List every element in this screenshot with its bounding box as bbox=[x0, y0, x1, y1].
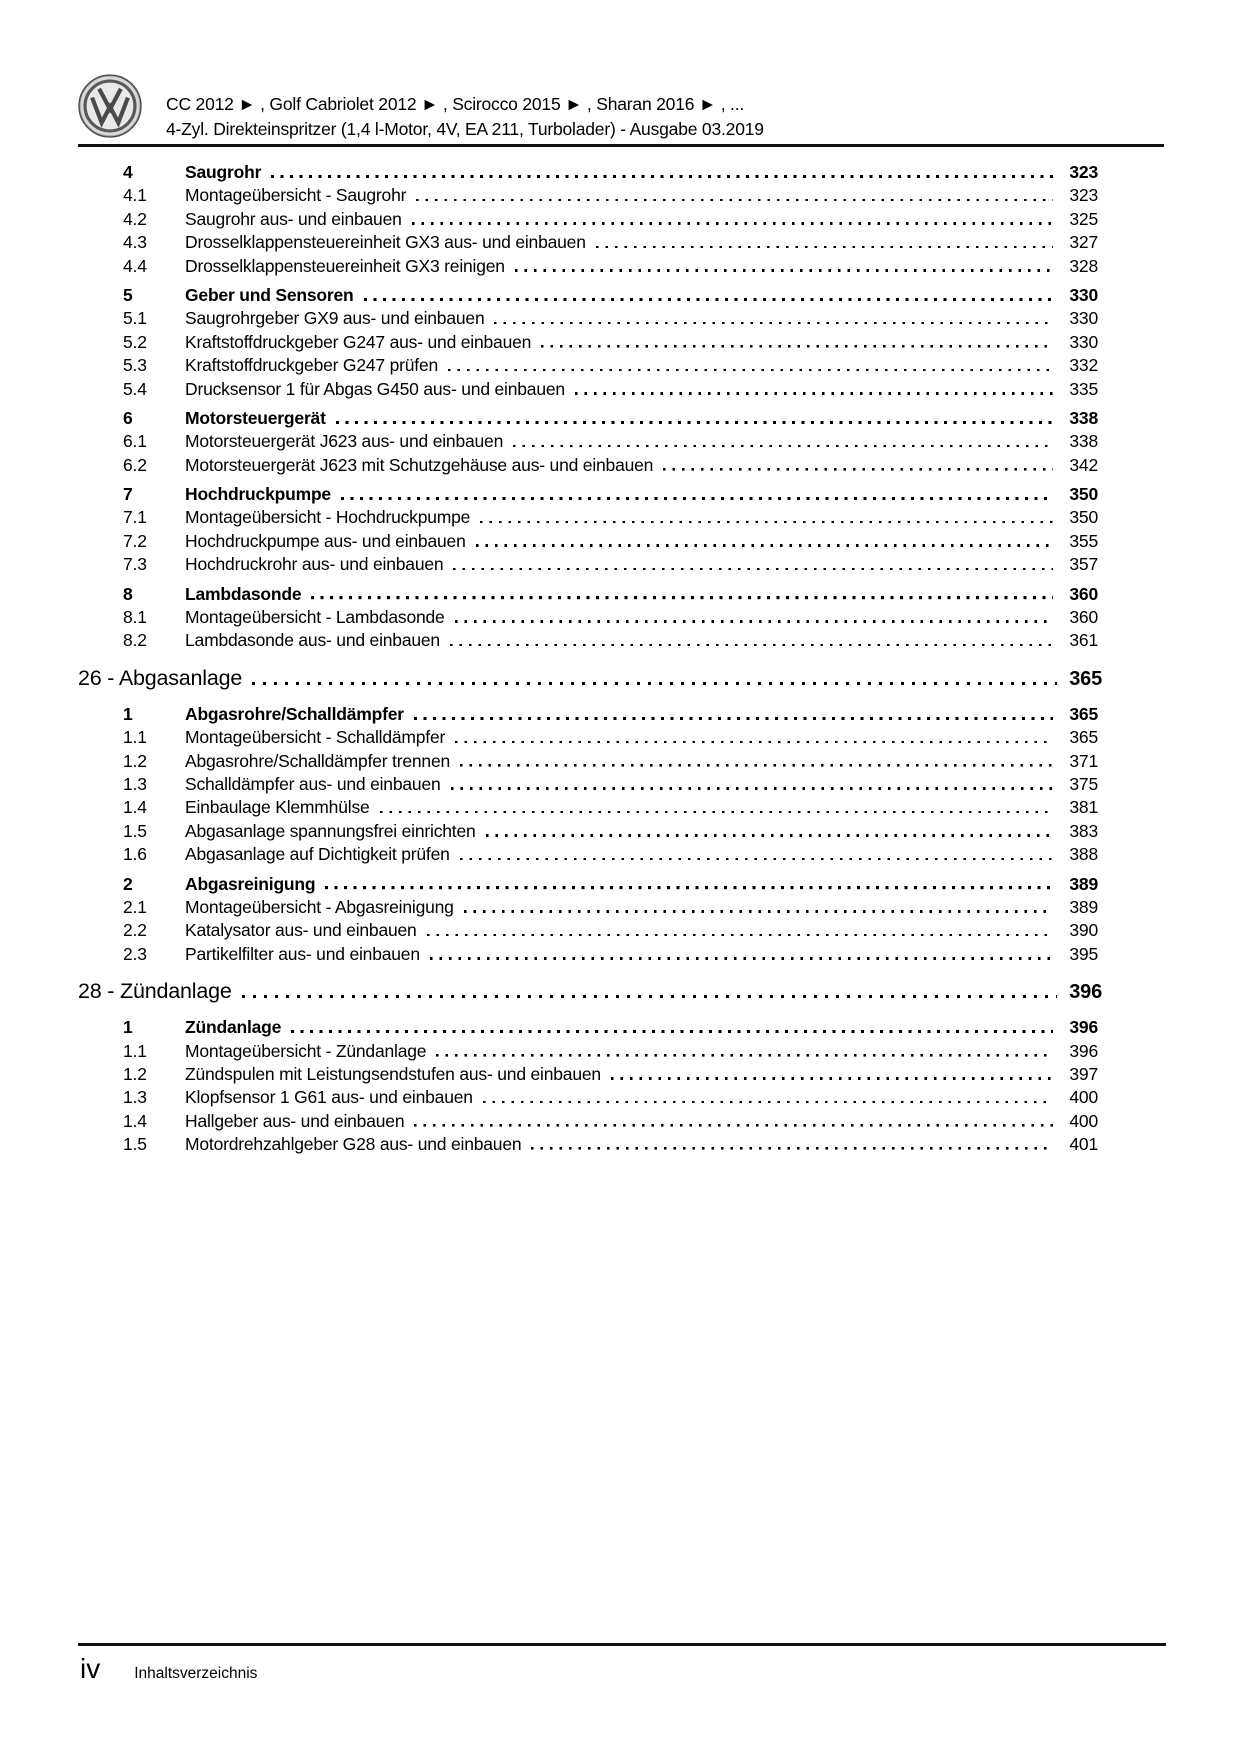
toc-entry-title: Partikelfilter aus- und einbauen bbox=[185, 943, 420, 964]
toc-entry-number: 1.5 bbox=[123, 820, 147, 841]
leader-dots bbox=[596, 246, 1053, 249]
toc-entry-title: Montageübersicht - Schalldämpfer bbox=[185, 727, 446, 748]
toc-entry-number: 8.2 bbox=[123, 630, 147, 651]
leader-dots bbox=[513, 445, 1053, 448]
toc-entry-title: Montageübersicht - Saugrohr bbox=[185, 185, 407, 206]
leader-dots bbox=[480, 521, 1053, 524]
leader-dots bbox=[450, 644, 1053, 647]
toc-entry-page: 338 bbox=[1069, 431, 1098, 452]
toc-chapter-heading bbox=[78, 666, 1164, 696]
leader-dots bbox=[242, 995, 1057, 998]
toc-entry-page: 330 bbox=[1069, 284, 1098, 305]
toc-entry-page: 389 bbox=[1069, 896, 1098, 917]
toc-entry-title: Zündspulen mit Leistungsendstufen aus- und einbauen bbox=[185, 1063, 601, 1084]
toc-entry-page: 396 bbox=[1069, 1040, 1098, 1061]
toc-entry-title: Motorsteuergerät J623 mit Schutzgehäuse aus- und einbauen bbox=[185, 454, 654, 475]
leader-dots bbox=[453, 568, 1053, 571]
toc-entry-number: 1 bbox=[123, 1017, 133, 1038]
toc-entry bbox=[78, 484, 1164, 507]
leader-dots bbox=[531, 1147, 1053, 1150]
toc-entry-title: Katalysator aus- und einbauen bbox=[185, 920, 417, 941]
toc-entry-title: Hochdruckrohr aus- und einbauen bbox=[185, 554, 444, 575]
leader-dots bbox=[430, 957, 1053, 960]
toc-entry-title: Motorsteuergerät bbox=[185, 407, 326, 428]
leader-dots bbox=[271, 175, 1053, 178]
toc-entry-page: 360 bbox=[1069, 583, 1098, 604]
toc-entry-number: 5.4 bbox=[123, 378, 147, 399]
page-footer bbox=[80, 1652, 257, 1686]
toc-entry bbox=[78, 1017, 1164, 1040]
leader-dots bbox=[460, 858, 1053, 861]
toc-entry-title: Saugrohr aus- und einbauen bbox=[185, 208, 402, 229]
toc-entry bbox=[78, 531, 1164, 554]
toc-entry-page: 365 bbox=[1069, 727, 1098, 748]
toc-entry-number: 6.2 bbox=[123, 454, 147, 475]
toc-entry-title: Kraftstoffdruckgeber G247 aus- und einbauen bbox=[185, 331, 532, 352]
leader-dots bbox=[412, 222, 1053, 225]
toc-entry-number: 1.5 bbox=[123, 1134, 147, 1155]
toc-entry-page: 335 bbox=[1069, 378, 1098, 399]
toc-entry bbox=[78, 844, 1164, 867]
toc-entry-page: 327 bbox=[1069, 232, 1098, 253]
leader-dots bbox=[464, 910, 1053, 913]
toc-entry bbox=[78, 1064, 1164, 1087]
toc-entry-number: 1.3 bbox=[123, 773, 147, 794]
leader-dots bbox=[325, 886, 1053, 889]
header-divider bbox=[78, 144, 1164, 147]
leader-dots bbox=[486, 834, 1053, 837]
toc-entry-number: 4.3 bbox=[123, 232, 147, 253]
toc-entry-number: 2.2 bbox=[123, 920, 147, 941]
leader-dots bbox=[515, 269, 1053, 272]
toc-entry-title: Montageübersicht - Hochdruckpumpe bbox=[185, 507, 471, 528]
toc-entry-title: Schalldämpfer aus- und einbauen bbox=[185, 773, 441, 794]
toc-entry bbox=[78, 774, 1164, 797]
toc-entry bbox=[78, 821, 1164, 844]
leader-dots bbox=[611, 1077, 1053, 1080]
toc-entry-title: Hochdruckpumpe aus- und einbauen bbox=[185, 530, 466, 551]
toc-entry-page: 325 bbox=[1069, 208, 1098, 229]
toc bbox=[78, 162, 1164, 1157]
toc-entry-number: 4 bbox=[123, 162, 133, 182]
toc-entry-title: Abgasrohre/Schalldämpfer bbox=[185, 703, 404, 724]
toc-entry-page: 338 bbox=[1069, 407, 1098, 428]
toc-entry-title: Zündanlage bbox=[185, 1017, 282, 1038]
toc-entry-number: 4.1 bbox=[123, 185, 147, 206]
toc-entry-title: Saugrohr bbox=[185, 162, 262, 182]
toc-entry-page: 397 bbox=[1069, 1063, 1098, 1084]
toc-entry-title: Montageübersicht - Abgasreinigung bbox=[185, 896, 454, 917]
toc-entry-title: Drosselklappensteuereinheit GX3 aus- und einbauen bbox=[185, 232, 586, 253]
toc-entry-number: 5.3 bbox=[123, 355, 147, 376]
toc-entry-page: 395 bbox=[1069, 943, 1098, 964]
toc-entry-number: 7.1 bbox=[123, 507, 147, 528]
toc-entry bbox=[78, 1134, 1164, 1157]
toc-entry-page: 330 bbox=[1069, 308, 1098, 329]
leader-dots bbox=[416, 199, 1053, 202]
toc-entry bbox=[78, 209, 1164, 232]
toc-entry-number: 2 bbox=[123, 873, 133, 894]
toc-chapter-heading bbox=[78, 979, 1164, 1009]
toc-entry-number: 7.2 bbox=[123, 530, 147, 551]
toc-chapter-page: 396 bbox=[1069, 981, 1102, 1004]
toc-entry-number: 8 bbox=[123, 583, 133, 604]
toc-block bbox=[78, 162, 1164, 654]
toc-chapter-title: 26 - Abgasanlage bbox=[78, 665, 243, 690]
toc-entry-page: 401 bbox=[1069, 1134, 1098, 1155]
toc-entry-page: 350 bbox=[1069, 484, 1098, 505]
toc-entry bbox=[78, 355, 1164, 378]
toc-entry-page: 375 bbox=[1069, 773, 1098, 794]
toc-entry bbox=[78, 256, 1164, 279]
toc-chapter-title: 28 - Zündanlage bbox=[78, 979, 232, 1004]
toc-entry-page: 355 bbox=[1069, 530, 1098, 551]
toc-entry-page: 400 bbox=[1069, 1110, 1098, 1131]
toc-entry-page: 381 bbox=[1069, 797, 1098, 818]
toc-entry bbox=[78, 727, 1164, 750]
toc-entry-page: 323 bbox=[1069, 185, 1098, 206]
toc-entry-page: 350 bbox=[1069, 507, 1098, 528]
toc-entry-number: 5.1 bbox=[123, 308, 147, 329]
toc-entry-title: Montageübersicht - Zündanlage bbox=[185, 1040, 427, 1061]
leader-dots bbox=[460, 764, 1053, 767]
toc-chapter-page: 365 bbox=[1069, 667, 1102, 690]
toc-entry bbox=[78, 455, 1164, 478]
leader-dots bbox=[311, 596, 1053, 599]
toc-entry-title: Motordrehzahlgeber G28 aus- und einbauen bbox=[185, 1134, 522, 1155]
toc-entry-number: 5.2 bbox=[123, 331, 147, 352]
toc-entry-title: Abgasanlage auf Dichtigkeit prüfen bbox=[185, 844, 450, 865]
toc-entry-page: 371 bbox=[1069, 750, 1098, 771]
toc-entry-number: 4.2 bbox=[123, 208, 147, 229]
toc-entry-number: 2.1 bbox=[123, 896, 147, 917]
toc-entry-title: Klopfsensor 1 G61 aus- und einbauen bbox=[185, 1087, 473, 1108]
toc-entry-number: 1.4 bbox=[123, 1110, 147, 1131]
leader-dots bbox=[541, 345, 1053, 348]
toc-entry-title: Lambdasonde bbox=[185, 583, 302, 604]
toc-entry-page: 383 bbox=[1069, 820, 1098, 841]
footer-page-number: iv bbox=[80, 1653, 101, 1684]
toc-entry bbox=[78, 1041, 1164, 1064]
toc-entry-number: 1.1 bbox=[123, 727, 147, 748]
toc-entry bbox=[78, 704, 1164, 727]
toc-entry-number: 7 bbox=[123, 484, 133, 505]
toc-entry-title: Einbaulage Klemmhülse bbox=[185, 797, 370, 818]
toc-entry-number: 6 bbox=[123, 407, 133, 428]
leader-dots bbox=[494, 322, 1053, 325]
leader-dots bbox=[414, 1124, 1053, 1127]
leader-dots bbox=[291, 1030, 1053, 1033]
toc-entry-page: 323 bbox=[1069, 162, 1098, 182]
leader-dots bbox=[436, 1054, 1053, 1057]
toc-entry bbox=[78, 431, 1164, 454]
toc-entry-page: 388 bbox=[1069, 844, 1098, 865]
page-header bbox=[78, 72, 1164, 142]
toc-entry-number: 1.2 bbox=[123, 750, 147, 771]
toc-entry bbox=[78, 874, 1164, 897]
toc-entry-page: 328 bbox=[1069, 255, 1098, 276]
toc-entry-title: Drucksensor 1 für Abgas G450 aus- und einbauen bbox=[185, 378, 565, 399]
toc-entry bbox=[78, 554, 1164, 577]
toc-entry-page: 330 bbox=[1069, 331, 1098, 352]
leader-dots bbox=[476, 544, 1053, 547]
header-engine-line: 4-Zyl. Direkteinspritzer (1,4 l-Motor, 4V, EA 211, Turbolader) - Ausgabe 03.2019 bbox=[166, 119, 764, 139]
toc-entry-page: 389 bbox=[1069, 873, 1098, 894]
toc-entry bbox=[78, 607, 1164, 630]
leader-dots bbox=[455, 620, 1053, 623]
toc-entry-number: 1 bbox=[123, 703, 133, 724]
leader-dots bbox=[414, 717, 1053, 720]
toc-entry-page: 361 bbox=[1069, 630, 1098, 651]
toc-entry bbox=[78, 162, 1164, 185]
toc-entry bbox=[78, 630, 1164, 653]
toc-entry bbox=[78, 332, 1164, 355]
toc-entry-page: 365 bbox=[1069, 703, 1098, 724]
leader-dots bbox=[252, 682, 1057, 685]
leader-dots bbox=[364, 298, 1053, 301]
toc-entry bbox=[78, 379, 1164, 402]
header-text bbox=[166, 72, 764, 142]
toc-entry-page: 332 bbox=[1069, 355, 1098, 376]
toc-entry-number: 1.1 bbox=[123, 1040, 147, 1061]
leader-dots bbox=[663, 468, 1053, 471]
toc-entry-number: 1.2 bbox=[123, 1063, 147, 1084]
vw-logo-icon bbox=[78, 74, 142, 138]
toc-entry bbox=[78, 1111, 1164, 1134]
toc-entry bbox=[78, 797, 1164, 820]
toc-entry-title: Hallgeber aus- und einbauen bbox=[185, 1110, 405, 1131]
toc-entry bbox=[78, 408, 1164, 431]
toc-entry-title: Kraftstoffdruckgeber G247 prüfen bbox=[185, 355, 439, 376]
toc-entry-number: 8.1 bbox=[123, 607, 147, 628]
toc-entry-title: Drosselklappensteuereinheit GX3 reinigen bbox=[185, 255, 505, 276]
toc-entry bbox=[78, 944, 1164, 967]
toc-entry bbox=[78, 920, 1164, 943]
toc-entry-title: Abgasreinigung bbox=[185, 873, 316, 894]
toc-block bbox=[78, 666, 1164, 967]
footer-divider bbox=[78, 1643, 1166, 1646]
toc-entry-page: 360 bbox=[1069, 607, 1098, 628]
toc-entry bbox=[78, 185, 1164, 208]
footer-section-label: Inhaltsverzeichnis bbox=[134, 1665, 258, 1682]
toc-entry-page: 400 bbox=[1069, 1087, 1098, 1108]
leader-dots bbox=[427, 934, 1053, 937]
leader-dots bbox=[336, 421, 1053, 424]
toc-entry-title: Montageübersicht - Lambdasonde bbox=[185, 607, 445, 628]
header-models-line: CC 2012 ► , Golf Cabriolet 2012 ► , Scirocco 2015 ► , Sharan 2016 ► , ... bbox=[166, 94, 745, 114]
leader-dots bbox=[455, 741, 1053, 744]
leader-dots bbox=[451, 787, 1053, 790]
toc-entry bbox=[78, 751, 1164, 774]
toc-entry-number: 6.1 bbox=[123, 431, 147, 452]
leader-dots bbox=[380, 811, 1053, 814]
toc-entry-title: Lambdasonde aus- und einbauen bbox=[185, 630, 440, 651]
leader-dots bbox=[575, 392, 1053, 395]
toc-entry bbox=[78, 232, 1164, 255]
toc-entry-number: 5 bbox=[123, 284, 133, 305]
toc-block bbox=[78, 979, 1164, 1157]
toc-entry-number: 2.3 bbox=[123, 943, 147, 964]
toc-entry-title: Geber und Sensoren bbox=[185, 284, 354, 305]
toc-entry bbox=[78, 308, 1164, 331]
toc-entry bbox=[78, 507, 1164, 530]
toc-entry-page: 357 bbox=[1069, 554, 1098, 575]
leader-dots bbox=[448, 369, 1053, 372]
toc-entry-title: Saugrohrgeber GX9 aus- und einbauen bbox=[185, 308, 485, 329]
toc-entry bbox=[78, 285, 1164, 308]
toc-entry-title: Abgasanlage spannungsfrei einrichten bbox=[185, 820, 476, 841]
toc-entry-title: Abgasrohre/Schalldämpfer trennen bbox=[185, 750, 451, 771]
toc-entry-number: 7.3 bbox=[123, 554, 147, 575]
toc-entry-number: 4.4 bbox=[123, 255, 147, 276]
toc-entry bbox=[78, 584, 1164, 607]
toc-entry-page: 396 bbox=[1069, 1017, 1098, 1038]
toc-entry-title: Hochdruckpumpe bbox=[185, 484, 331, 505]
toc-entry bbox=[78, 1087, 1164, 1110]
toc-entry-number: 1.3 bbox=[123, 1087, 147, 1108]
leader-dots bbox=[341, 497, 1053, 500]
toc-entry-number: 1.4 bbox=[123, 797, 147, 818]
toc-entry-page: 342 bbox=[1069, 454, 1098, 475]
toc-entry-page: 390 bbox=[1069, 920, 1098, 941]
toc-entry bbox=[78, 897, 1164, 920]
toc-entry-number: 1.6 bbox=[123, 844, 147, 865]
toc-entry-title: Motorsteuergerät J623 aus- und einbauen bbox=[185, 431, 504, 452]
leader-dots bbox=[483, 1101, 1053, 1104]
